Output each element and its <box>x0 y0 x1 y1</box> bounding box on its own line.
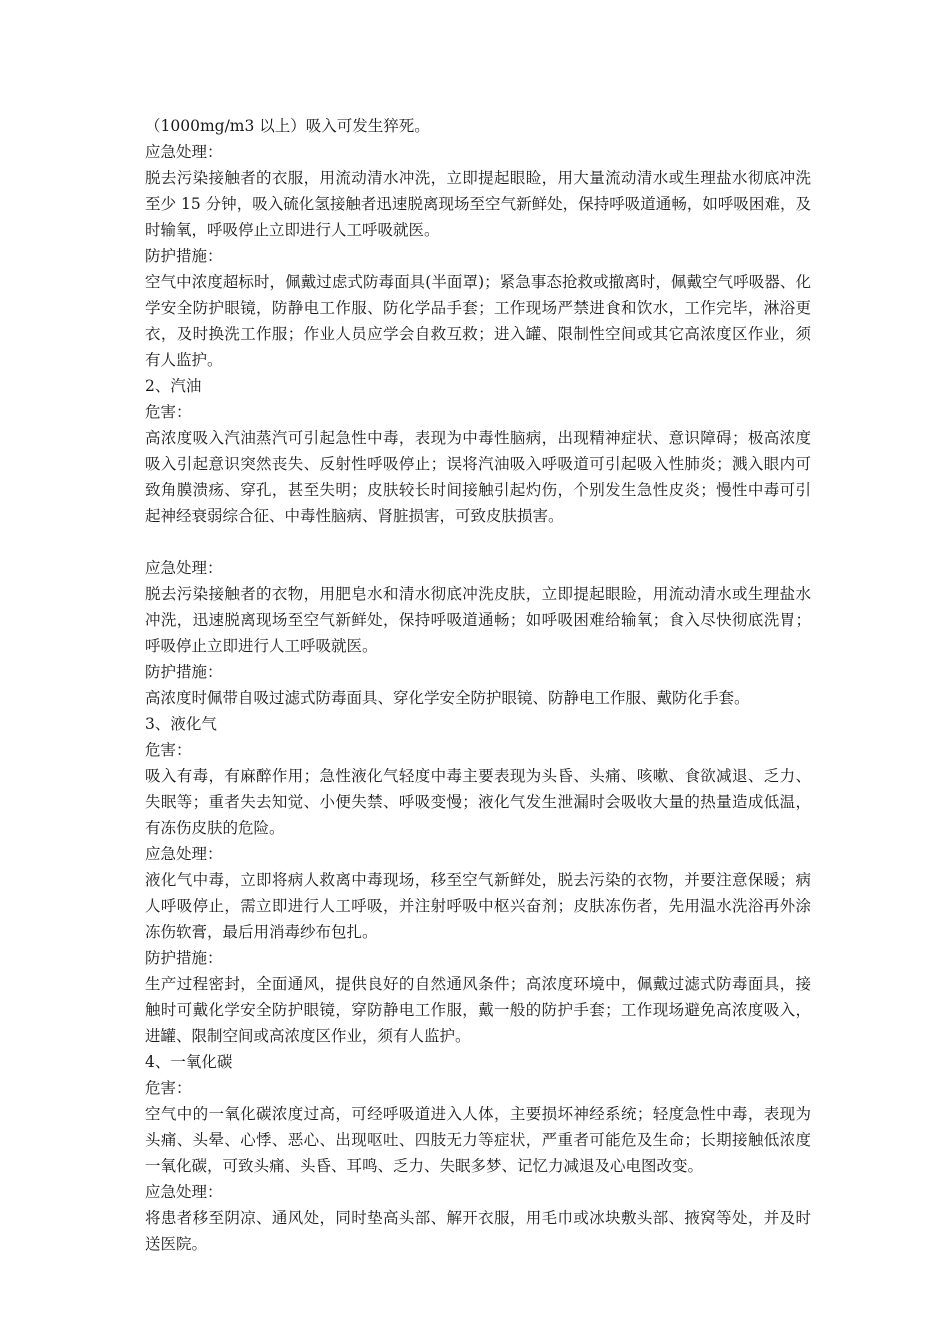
section-heading-lpg: 3、液化气 <box>145 715 217 733</box>
paragraph-h2s-protection: 空气中浓度超标时，佩戴过虑式防毒面具(半面罩)；紧急事态抢救或撤离时，佩戴空气呼吸器、化学安全防护眼镜，防静电工作服、防化学品手套；工作现场严禁进食和饮水，工作完毕，淋浴更衣，及时换洗工作服；作业人员应学会自救互救；进入罐、限制性空间或其它高浓度区作业，须有人监护。 <box>145 273 811 369</box>
label-protection-gasoline: 防护措施： <box>145 663 223 681</box>
blank-line <box>145 529 811 555</box>
document-page <box>145 113 811 1257</box>
label-protection-lpg: 防护措施： <box>145 949 223 967</box>
paragraph-gasoline-hazard: 高浓度吸入汽油蒸汽可引起急性中毒，表现为中毒性脑病，出现精神症状、意识障碍；极高浓度吸入引起意识突然丧失、反射性呼吸停止；误将汽油吸入呼吸道可引起吸入性肺炎；溅入眼内可致角膜溃疡、穿孔，甚至失明；皮肤较长时间接触引起灼伤，个别发生急性皮炎；慢性中毒可引起神经衰弱综合征、中毒性脑病、肾脏损害，可致皮肤损害。 <box>145 429 811 525</box>
paragraph-co-hazard: 空气中的一氧化碳浓度过高，可经呼吸道进入人体，主要损坏神经系统；轻度急性中毒，表现为头痛、头晕、心悸、恶心、出现呕吐、四肢无力等症状，严重者可能危及生命；长期接触低浓度一氧化碳，可致头痛、头昏、耳鸣、乏力、失眠多梦、记忆力减退及心电图改变。 <box>145 1105 811 1175</box>
label-hazard-co: 危害： <box>145 1079 192 1097</box>
paragraph-gasoline-protection: 高浓度时佩带自吸过滤式防毒面具、穿化学安全防护眼镜、防静电工作服、戴防化手套。 <box>145 689 750 707</box>
paragraph-gasoline-emergency: 脱去污染接触者的衣物，用肥皂水和清水彻底冲洗皮肤，立即提起眼睑，用流动清水或生理盐水冲洗，迅速脱离现场至空气新鲜处，保持呼吸道通畅；如呼吸困难给输氧；食入尽快彻底洗胃；呼吸停止立即进行人工呼吸就医。 <box>145 585 811 655</box>
paragraph-co-emergency: 将患者移至阴凉、通风处，同时垫高头部、解开衣服，用毛巾或冰块敷头部、掖窝等处，并及时送医院。 <box>145 1209 811 1253</box>
label-hazard-gasoline: 危害： <box>145 403 192 421</box>
label-emergency-co: 应急处理： <box>145 1183 223 1201</box>
label-emergency-h2s: 应急处理： <box>145 143 223 161</box>
label-emergency-lpg: 应急处理： <box>145 845 223 863</box>
paragraph-h2s-emergency: 脱去污染接触者的衣服，用流动清水冲洗，立即提起眼睑，用大量流动清水或生理盐水彻底冲洗至少 15 分钟，吸入硫化氢接触者迅速脱离现场至空气新鲜处，保持呼吸道通畅，如呼吸困难，及时输氧，呼吸停止立即进行人工呼吸就医。 <box>145 169 811 239</box>
paragraph-lpg-emergency: 液化气中毒，立即将病人救离中毒现场，移至空气新鲜处，脱去污染的衣物，并要注意保暖；病人呼吸停止，需立即进行人工呼吸，并注射呼吸中枢兴奋剂；皮肤冻伤者，先用温水洗浴再外涂冻伤软膏，最后用消毒纱布包扎。 <box>145 871 811 941</box>
label-emergency-gasoline: 应急处理： <box>145 559 223 577</box>
section-heading-co: 4、一氧化碳 <box>145 1053 233 1071</box>
label-protection-h2s: 防护措施： <box>145 247 223 265</box>
section-heading-gasoline: 2、汽油 <box>145 377 202 395</box>
paragraph-lpg-protection: 生产过程密封，全面通风，提供良好的自然通风条件；高浓度环境中，佩戴过滤式防毒面具，接触时可戴化学安全防护眼镜，穿防静电工作服，戴一般的防护手套；工作现场避免高浓度吸入，进罐、限制空间或高浓度区作业，须有人监护。 <box>145 975 811 1045</box>
label-hazard-lpg: 危害： <box>145 741 192 759</box>
paragraph-lpg-hazard: 吸入有毒，有麻醉作用；急性液化气轻度中毒主要表现为头昏、头痛、咳嗽、食欲减退、乏力、失眠等；重者失去知觉、小便失禁、呼吸变慢；液化气发生泄漏时会吸收大量的热量造成低温，有冻伤皮肤的危险。 <box>145 767 811 837</box>
paragraph-h2s-lethal: （1000mg/m3 以上）吸入可发生猝死。 <box>145 117 430 135</box>
